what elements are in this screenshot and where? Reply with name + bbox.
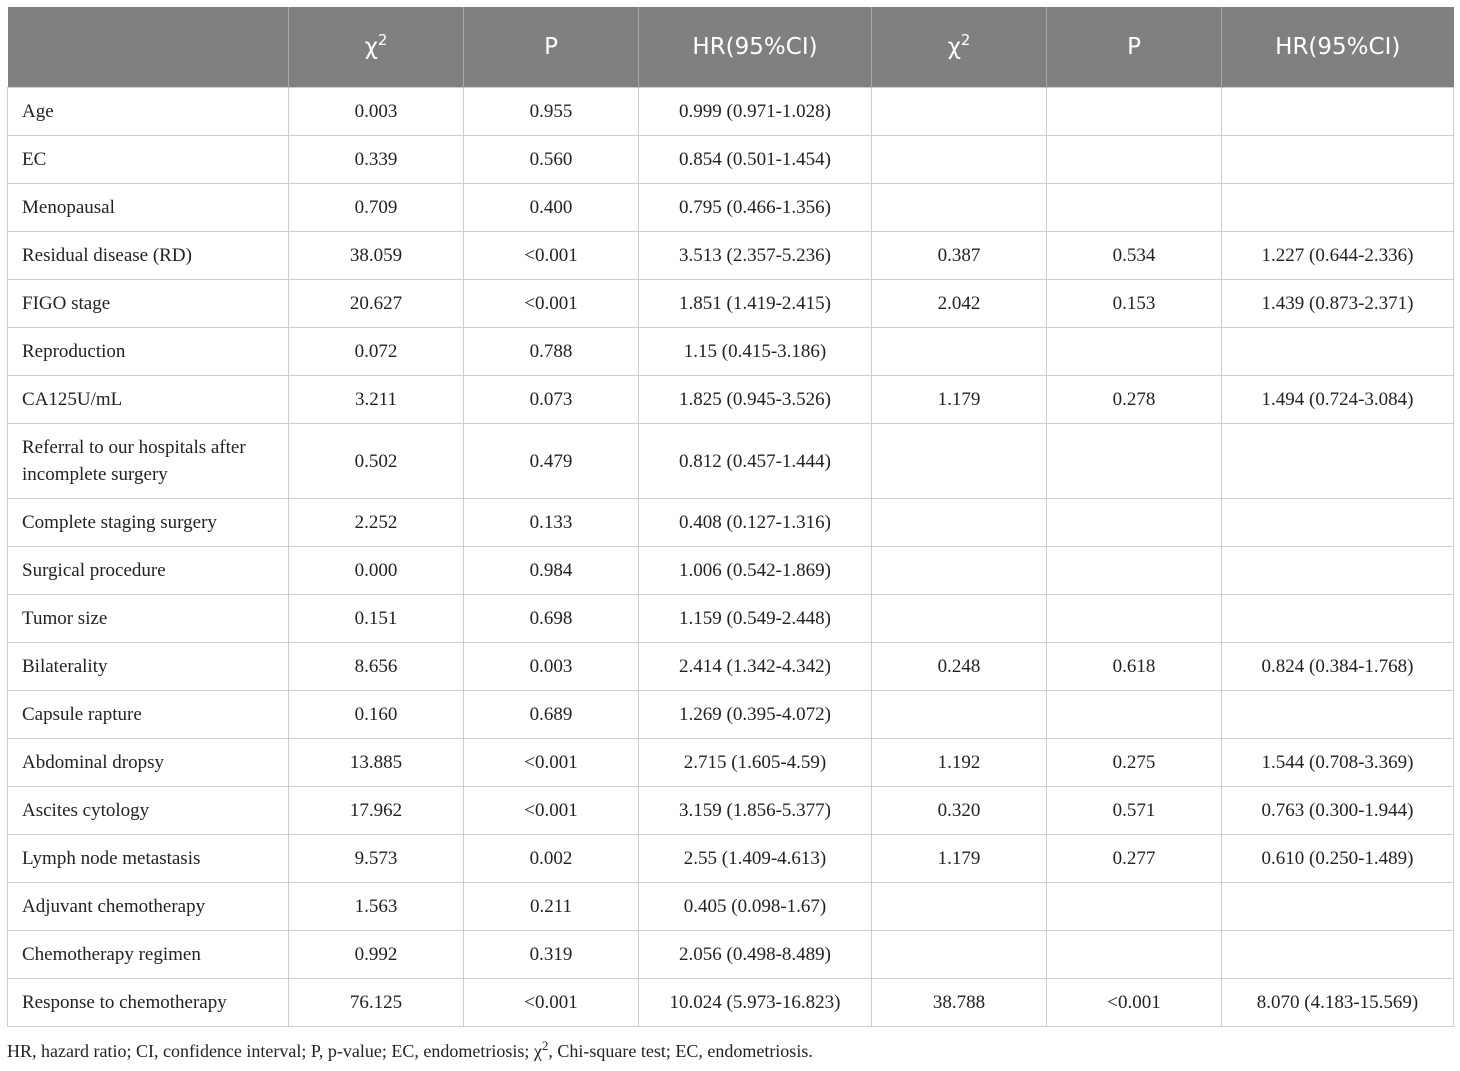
cell-hr-univariate: 1.851 (1.419-2.415): [639, 280, 872, 328]
cell-hr-multivariate: 1.494 (0.724-3.084): [1222, 376, 1454, 424]
cell-hr-multivariate: [1222, 883, 1454, 931]
cell-p-multivariate: [1047, 424, 1222, 499]
footnote-text-end: , Chi-square test; EC, endometriosis.: [548, 1041, 813, 1061]
cell-chi-square-univariate: 0.709: [289, 184, 464, 232]
header-chi-exponent: 2: [960, 31, 971, 49]
cell-hr-univariate: 0.795 (0.466-1.356): [639, 184, 872, 232]
row-label: Menopausal: [8, 184, 289, 232]
cell-hr-multivariate: [1222, 184, 1454, 232]
cell-p-multivariate: 0.277: [1047, 835, 1222, 883]
row-label: Age: [8, 88, 289, 136]
cell-hr-multivariate: 8.070 (4.183-15.569): [1222, 979, 1454, 1027]
cell-chi-square-univariate: 9.573: [289, 835, 464, 883]
cell-chi-square-multivariate: 1.179: [872, 376, 1047, 424]
cell-hr-univariate: 1.006 (0.542-1.869): [639, 547, 872, 595]
row-label: Chemotherapy regimen: [8, 931, 289, 979]
cell-hr-multivariate: [1222, 499, 1454, 547]
table-row: [8, 184, 1454, 232]
cell-chi-square-univariate: 0.160: [289, 691, 464, 739]
table-row: [8, 232, 1454, 280]
cell-p-multivariate: [1047, 547, 1222, 595]
cell-hr-multivariate: [1222, 136, 1454, 184]
cell-hr-multivariate: [1222, 328, 1454, 376]
cell-chi-square-multivariate: [872, 499, 1047, 547]
cell-hr-multivariate: 0.824 (0.384-1.768): [1222, 643, 1454, 691]
table-row: [8, 931, 1454, 979]
cell-hr-multivariate: [1222, 424, 1454, 499]
cell-chi-square-univariate: 0.072: [289, 328, 464, 376]
cell-p-multivariate: [1047, 136, 1222, 184]
table-row: [8, 280, 1454, 328]
table-footnote: [7, 1038, 813, 1062]
cell-p-univariate: 0.984: [464, 547, 639, 595]
cell-hr-univariate: 0.408 (0.127-1.316): [639, 499, 872, 547]
cell-p-univariate: 0.788: [464, 328, 639, 376]
cell-chi-square-multivariate: 0.387: [872, 232, 1047, 280]
row-label: Reproduction: [8, 328, 289, 376]
cell-p-univariate: 0.560: [464, 136, 639, 184]
table-row: [8, 595, 1454, 643]
cell-p-univariate: 0.479: [464, 424, 639, 499]
table-row: [8, 88, 1454, 136]
table-row: [8, 328, 1454, 376]
table-row: [8, 883, 1454, 931]
row-label: Ascites cytology: [8, 787, 289, 835]
header-row: [8, 7, 1454, 88]
row-label: Referral to our hospitals after incomplete surgery: [8, 424, 289, 499]
cell-hr-univariate: 0.999 (0.971-1.028): [639, 88, 872, 136]
cell-chi-square-multivariate: 0.320: [872, 787, 1047, 835]
cell-hr-univariate: 2.715 (1.605-4.59): [639, 739, 872, 787]
cell-hr-univariate: 0.405 (0.098-1.67): [639, 883, 872, 931]
cell-p-multivariate: [1047, 499, 1222, 547]
cell-hr-multivariate: 1.439 (0.873-2.371): [1222, 280, 1454, 328]
cell-p-multivariate: 0.534: [1047, 232, 1222, 280]
cell-chi-square-multivariate: [872, 547, 1047, 595]
row-label: EC: [8, 136, 289, 184]
table-row: [8, 643, 1454, 691]
header-p-multivariate: P: [1047, 7, 1222, 88]
results-table: [7, 7, 1454, 1027]
table-row: [8, 376, 1454, 424]
cell-chi-square-univariate: 38.059: [289, 232, 464, 280]
cell-chi-square-univariate: 0.339: [289, 136, 464, 184]
table-row: [8, 547, 1454, 595]
table-body: [8, 88, 1454, 1027]
cell-chi-square-multivariate: [872, 931, 1047, 979]
cell-chi-square-multivariate: [872, 136, 1047, 184]
cell-p-multivariate: [1047, 883, 1222, 931]
header-chi-square-multivariate: [872, 7, 1047, 88]
cell-p-multivariate: 0.618: [1047, 643, 1222, 691]
row-label: Surgical procedure: [8, 547, 289, 595]
cell-hr-univariate: 0.812 (0.457-1.444): [639, 424, 872, 499]
cell-p-univariate: 0.073: [464, 376, 639, 424]
header-chi-exponent: 2: [377, 31, 388, 49]
cell-chi-square-multivariate: 1.179: [872, 835, 1047, 883]
cell-chi-square-univariate: 0.502: [289, 424, 464, 499]
cell-p-univariate: <0.001: [464, 787, 639, 835]
cell-p-univariate: 0.955: [464, 88, 639, 136]
cell-chi-square-univariate: 3.211: [289, 376, 464, 424]
row-label: Abdominal dropsy: [8, 739, 289, 787]
row-label: Tumor size: [8, 595, 289, 643]
row-label: Bilaterality: [8, 643, 289, 691]
cell-hr-univariate: 2.55 (1.409-4.613): [639, 835, 872, 883]
cell-chi-square-multivariate: [872, 883, 1047, 931]
cell-chi-square-multivariate: [872, 595, 1047, 643]
cell-p-univariate: <0.001: [464, 280, 639, 328]
cell-hr-univariate: 1.159 (0.549-2.448): [639, 595, 872, 643]
cell-p-univariate: 0.689: [464, 691, 639, 739]
cell-chi-square-univariate: 1.563: [289, 883, 464, 931]
cell-hr-univariate: 3.513 (2.357-5.236): [639, 232, 872, 280]
header-hr-univariate: HR(95%CI): [639, 7, 872, 88]
cell-hr-univariate: 0.854 (0.501-1.454): [639, 136, 872, 184]
cell-chi-square-multivariate: [872, 184, 1047, 232]
cell-p-univariate: 0.698: [464, 595, 639, 643]
cell-chi-square-multivariate: 38.788: [872, 979, 1047, 1027]
cell-hr-multivariate: [1222, 691, 1454, 739]
table-row: [8, 787, 1454, 835]
cell-hr-multivariate: [1222, 931, 1454, 979]
cell-p-multivariate: [1047, 88, 1222, 136]
table-row: [8, 979, 1454, 1027]
cell-chi-square-univariate: 17.962: [289, 787, 464, 835]
row-label: Residual disease (RD): [8, 232, 289, 280]
row-label: Capsule rapture: [8, 691, 289, 739]
header-chi-symbol: χ: [364, 34, 378, 60]
cell-hr-univariate: 10.024 (5.973-16.823): [639, 979, 872, 1027]
cell-hr-univariate: 2.056 (0.498-8.489): [639, 931, 872, 979]
cell-chi-square-multivariate: [872, 88, 1047, 136]
cell-chi-square-univariate: 13.885: [289, 739, 464, 787]
table-row: [8, 835, 1454, 883]
cell-p-multivariate: 0.153: [1047, 280, 1222, 328]
cell-p-univariate: <0.001: [464, 739, 639, 787]
cell-hr-univariate: 2.414 (1.342-4.342): [639, 643, 872, 691]
cell-p-multivariate: [1047, 595, 1222, 643]
cell-p-univariate: 0.003: [464, 643, 639, 691]
table-row: [8, 424, 1454, 499]
cell-chi-square-univariate: 2.252: [289, 499, 464, 547]
cell-p-univariate: 0.400: [464, 184, 639, 232]
cell-chi-square-univariate: 76.125: [289, 979, 464, 1027]
footnote-superscript: 2: [541, 1038, 549, 1053]
cell-hr-multivariate: 0.763 (0.300-1.944): [1222, 787, 1454, 835]
cell-p-multivariate: [1047, 691, 1222, 739]
cell-hr-univariate: 1.269 (0.395-4.072): [639, 691, 872, 739]
cell-p-multivariate: [1047, 931, 1222, 979]
cell-chi-square-univariate: 20.627: [289, 280, 464, 328]
cell-p-multivariate: <0.001: [1047, 979, 1222, 1027]
cell-p-multivariate: 0.278: [1047, 376, 1222, 424]
cell-hr-univariate: 1.825 (0.945-3.526): [639, 376, 872, 424]
row-label: Adjuvant chemotherapy: [8, 883, 289, 931]
cell-chi-square-multivariate: 1.192: [872, 739, 1047, 787]
row-label: Lymph node metastasis: [8, 835, 289, 883]
cell-chi-square-multivariate: 0.248: [872, 643, 1047, 691]
cell-hr-multivariate: [1222, 595, 1454, 643]
row-label: Complete staging surgery: [8, 499, 289, 547]
cell-p-multivariate: 0.571: [1047, 787, 1222, 835]
table-row: [8, 136, 1454, 184]
cell-p-univariate: 0.133: [464, 499, 639, 547]
cell-chi-square-univariate: 0.992: [289, 931, 464, 979]
cell-p-univariate: 0.211: [464, 883, 639, 931]
cell-p-multivariate: 0.275: [1047, 739, 1222, 787]
cell-hr-univariate: 1.15 (0.415-3.186): [639, 328, 872, 376]
cell-p-multivariate: [1047, 328, 1222, 376]
header-p-univariate: P: [464, 7, 639, 88]
footnote-text: HR, hazard ratio; CI, confidence interval; P, p-value; EC, endometriosis; χ: [7, 1041, 542, 1061]
cell-hr-multivariate: 1.544 (0.708-3.369): [1222, 739, 1454, 787]
table-row: [8, 691, 1454, 739]
cell-p-univariate: 0.319: [464, 931, 639, 979]
header-chi-square-univariate: [289, 7, 464, 88]
header-chi-symbol: χ: [947, 34, 961, 60]
cell-p-univariate: <0.001: [464, 979, 639, 1027]
cell-chi-square-multivariate: 2.042: [872, 280, 1047, 328]
cell-chi-square-multivariate: [872, 691, 1047, 739]
cell-chi-square-multivariate: [872, 328, 1047, 376]
cell-chi-square-univariate: 8.656: [289, 643, 464, 691]
header-variable: [8, 7, 289, 88]
cell-p-multivariate: [1047, 184, 1222, 232]
table-row: [8, 739, 1454, 787]
row-label: CA125U/mL: [8, 376, 289, 424]
cell-hr-multivariate: 1.227 (0.644-2.336): [1222, 232, 1454, 280]
cell-hr-multivariate: 0.610 (0.250-1.489): [1222, 835, 1454, 883]
cell-hr-multivariate: [1222, 547, 1454, 595]
cell-chi-square-univariate: 0.151: [289, 595, 464, 643]
cell-chi-square-univariate: 0.003: [289, 88, 464, 136]
cell-p-univariate: 0.002: [464, 835, 639, 883]
table-row: [8, 499, 1454, 547]
cell-chi-square-univariate: 0.000: [289, 547, 464, 595]
row-label: Response to chemotherapy: [8, 979, 289, 1027]
table-header: [8, 7, 1454, 88]
header-hr-multivariate: HR(95%CI): [1222, 7, 1454, 88]
row-label: FIGO stage: [8, 280, 289, 328]
cell-hr-multivariate: [1222, 88, 1454, 136]
cell-chi-square-multivariate: [872, 424, 1047, 499]
table-container: [7, 7, 1453, 1027]
cell-p-univariate: <0.001: [464, 232, 639, 280]
cell-hr-univariate: 3.159 (1.856-5.377): [639, 787, 872, 835]
